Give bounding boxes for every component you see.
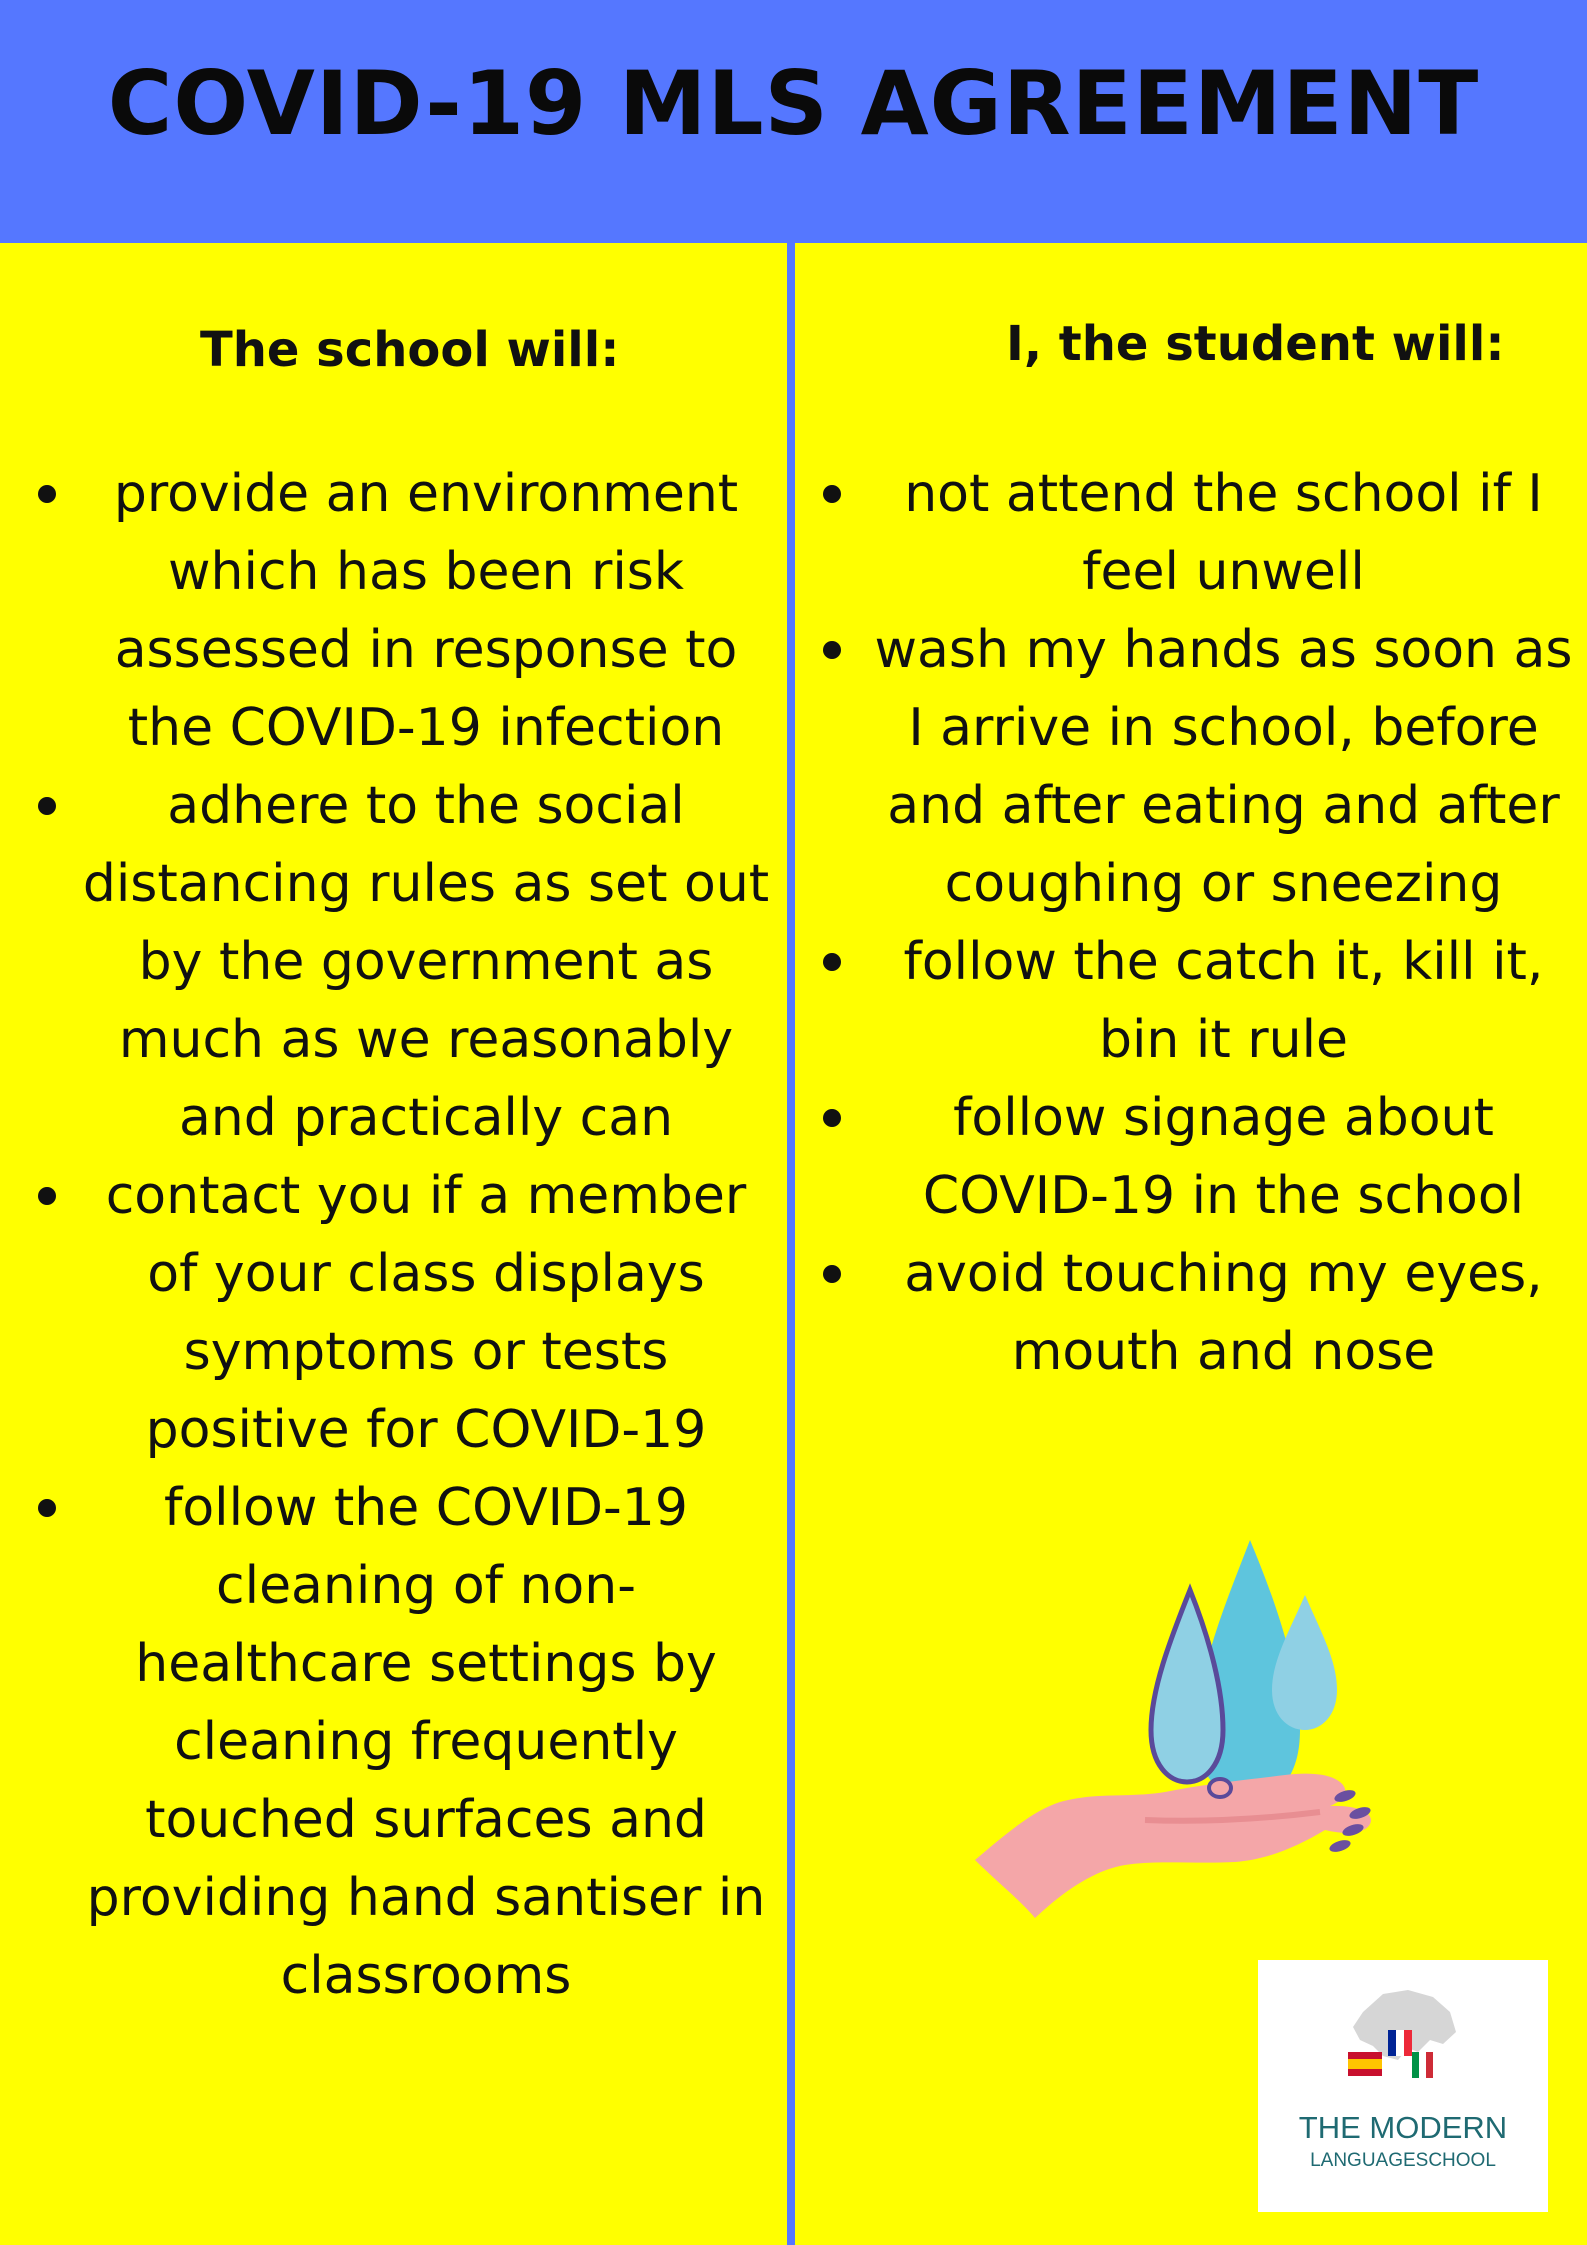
thumb-nail-icon — [1209, 1779, 1231, 1797]
bullet-icon — [823, 485, 841, 503]
bullet-icon — [823, 1109, 841, 1127]
list-item — [30, 1157, 770, 1469]
finger-nail-icon — [1328, 1838, 1352, 1854]
water-drop-small-icon — [1272, 1595, 1337, 1730]
list-item-text: follow the catch it, kill it, bin it rule — [903, 932, 1544, 1070]
list-item-text: follow signage about COVID-19 in the school — [922, 1088, 1525, 1226]
water-drop-outlined-icon — [1151, 1590, 1223, 1782]
bullet-icon — [38, 1499, 56, 1517]
school-logo — [1258, 1960, 1548, 2212]
europe-map-icon — [1338, 1982, 1468, 2092]
list-item — [30, 1469, 770, 2015]
list-item-text: adhere to the social distancing rules as set out by the government as much as we reasonably and practically can — [82, 776, 770, 1148]
list-item-text: avoid touching my eyes, mouth and nose — [904, 1244, 1543, 1382]
hand-washing-illustration — [965, 1530, 1425, 1950]
list-item — [815, 923, 1580, 1079]
bullet-icon — [38, 797, 56, 815]
list-item — [815, 611, 1580, 923]
list-item-text: wash my hands as soon as I arrive in school, before and after eating and after coughing or sneezing — [874, 620, 1573, 914]
list-item — [815, 1079, 1580, 1235]
school-column-heading: The school will: — [200, 322, 620, 378]
list-item-text: contact you if a member of your class displays symptoms or tests positive for COVID-19 — [105, 1166, 747, 1460]
bullet-icon — [823, 953, 841, 971]
list-item-text: not attend the school if I feel unwell — [904, 464, 1543, 602]
hand-icon — [975, 1774, 1371, 1918]
bullet-icon — [823, 1265, 841, 1283]
bullet-icon — [38, 1187, 56, 1205]
list-item — [815, 1235, 1580, 1391]
school-commitments-list — [30, 455, 770, 2015]
list-item — [30, 767, 770, 1157]
student-column-heading: I, the student will: — [1006, 316, 1505, 372]
page-title: COVID-19 MLS AGREEMENT — [107, 52, 1480, 155]
bullet-icon — [38, 485, 56, 503]
list-item-text: follow the COVID-19 cleaning of non-healthcare settings by cleaning frequently touched surfaces and providing hand santiser in classrooms — [86, 1478, 766, 2006]
bullet-icon — [823, 641, 841, 659]
header-banner — [0, 0, 1587, 243]
list-item — [815, 455, 1580, 611]
column-divider — [787, 243, 795, 2245]
list-item-text: provide an environment which has been risk assessed in response to the COVID-19 infection — [113, 464, 739, 758]
list-item — [30, 455, 770, 767]
student-commitments-list — [815, 455, 1580, 1391]
logo-text-line2: LANGUAGESCHOOL — [1310, 2150, 1496, 2171]
logo-text-line1: THE MODERN — [1298, 2110, 1508, 2145]
